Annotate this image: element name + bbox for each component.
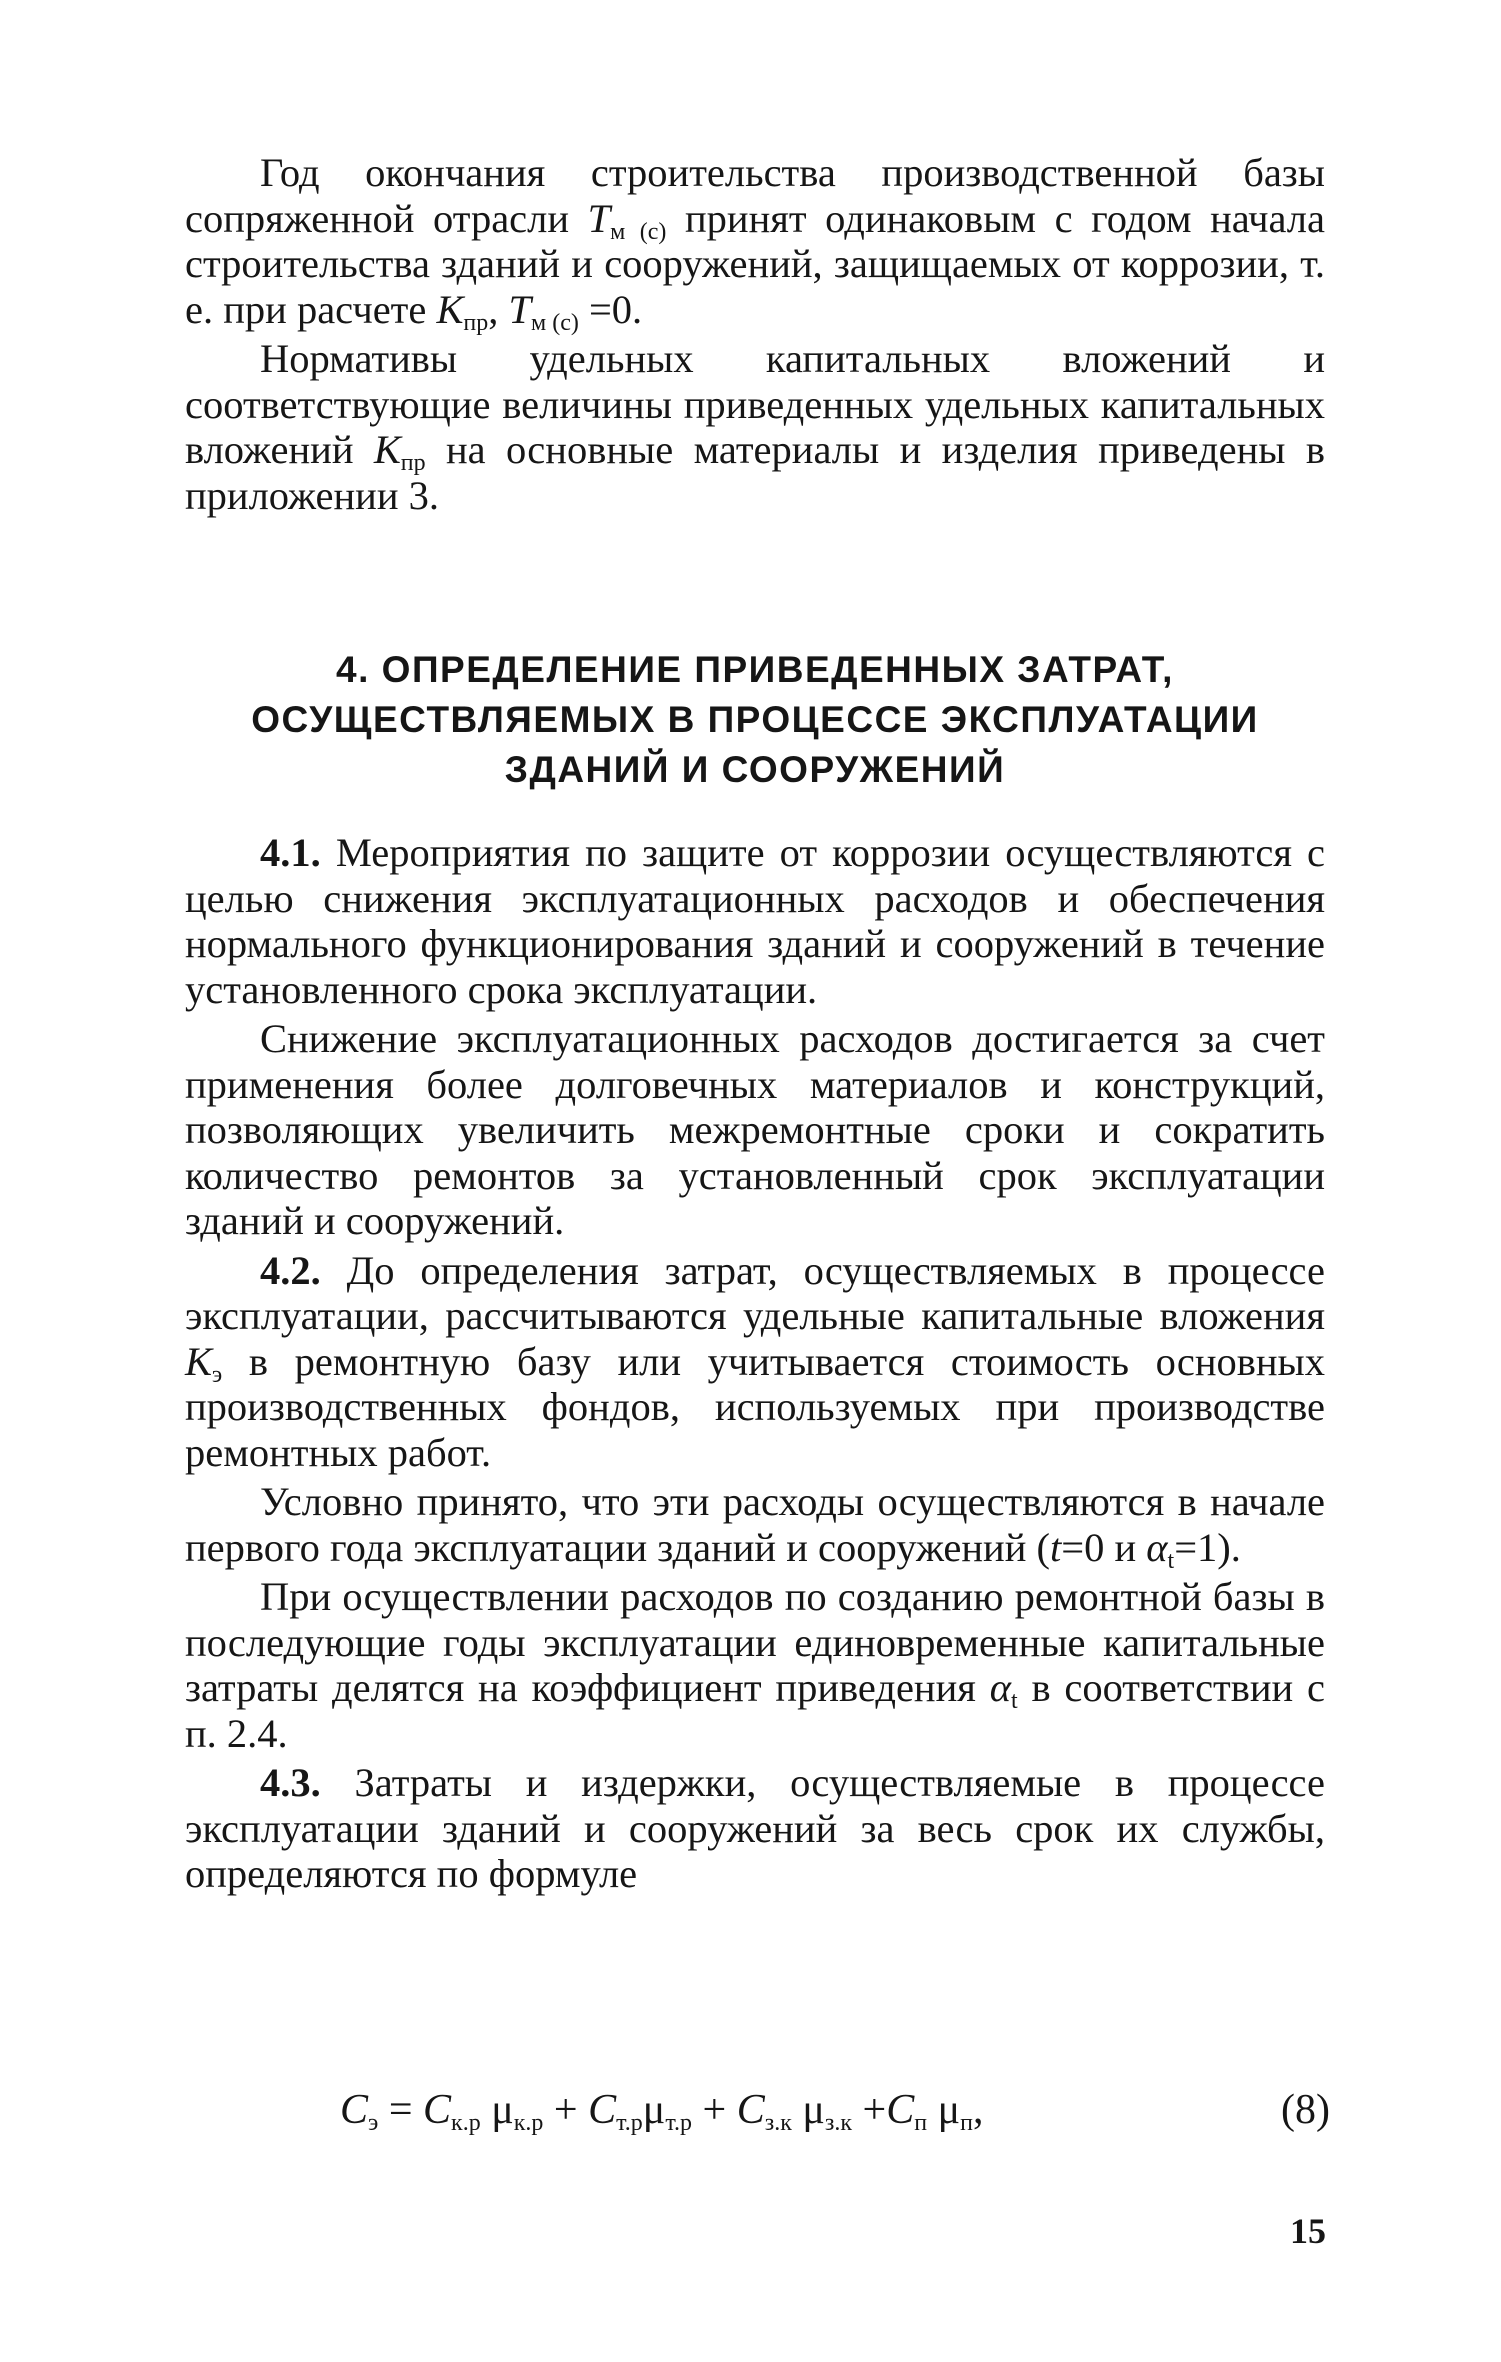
formula-symbol: μ: [927, 2087, 961, 2133]
subscript: п: [960, 2110, 973, 2136]
paragraph-4-1: [185, 830, 1325, 1012]
paragraph-conditional: [185, 1479, 1325, 1574]
subscript: м (с): [531, 309, 579, 336]
text-run: =1).: [1174, 1524, 1241, 1570]
text-run: Затраты и издержки, осуществляемые в процессе эксплуатации зданий и сооружений за весь срок их службы, определяются по формуле: [185, 1760, 1325, 1896]
formula-8: [340, 2085, 1330, 2135]
symbol-k: К: [436, 286, 464, 332]
formula-operator: +: [543, 2087, 589, 2133]
symbol-alpha: α: [1146, 1524, 1168, 1570]
paragraph-reduction: [185, 1016, 1325, 1244]
subscript: пр: [400, 450, 426, 476]
equation-number: (8): [1281, 2087, 1330, 2133]
symbol-t: Т: [508, 286, 532, 332]
text-run: При осуществлении расходов по созданию ремонтной базы в последующие годы эксплуатации единовременные капитальные затраты делятся на коэффициент приведения: [185, 1574, 1325, 1710]
text-run: принят одинаковым с годом начала строительства зданий и сооружений, защищаемых от коррозии, т. е. при расчете: [185, 195, 1325, 332]
text-run: в ремонтную базу или учитывается стоимость основных производственных фондов, используемых при производстве ремонтных работ.: [185, 1338, 1325, 1475]
text-run: Условно принято, что эти расходы осуществляются в начале первого года эксплуатации зданий и сооружений (: [185, 1479, 1325, 1570]
subscript: п: [914, 2110, 928, 2136]
symbol-t: Т: [587, 195, 611, 241]
text-run: на основные материалы и изделия приведены в приложении 3.: [185, 427, 1325, 518]
text-run: =0.: [578, 286, 643, 332]
paragraph-repair-base: [185, 1574, 1325, 1756]
symbol-k: К: [373, 427, 401, 472]
clause-number: 4.3.: [260, 1760, 321, 1805]
paragraph-norms: [185, 336, 1325, 518]
text-run: ,: [488, 286, 509, 332]
formula-operator: +: [692, 2087, 737, 2133]
subscript: t: [1167, 1547, 1175, 1574]
clause-number: 4.1.: [260, 830, 321, 875]
formula-symbol: С: [886, 2087, 915, 2133]
subscript: м (с): [610, 218, 667, 245]
subscript: т.р: [665, 2110, 693, 2136]
text-run: Нормативы удельных капитальных вложений и соответствующие величины приведенных удельных капитальных вложений: [185, 336, 1325, 472]
heading-line: ЗДАНИЙ И СООРУЖЕНИЙ: [504, 749, 1006, 790]
formula-operator: +: [852, 2087, 887, 2133]
text-run: =0 и: [1061, 1524, 1147, 1570]
text-run: в соответствии с п. 2.4.: [185, 1665, 1325, 1756]
subscript: к.р: [513, 2110, 544, 2136]
subscript: э: [368, 2110, 379, 2136]
section-body: [185, 830, 1325, 1901]
section-heading: [185, 645, 1325, 795]
subscript: пр: [463, 309, 489, 336]
page-number: 15: [1290, 2211, 1326, 2251]
symbol-t: t: [1050, 1524, 1062, 1570]
text-run: Мероприятия по защите от коррозии осуществляются с целью снижения эксплуатационных расходов и обеспечения нормального функционирования зданий и сооружений в течение установленного срока эксплуатации.: [185, 830, 1325, 1012]
subscript: э: [211, 1361, 223, 1388]
intro-block: [185, 150, 1325, 522]
subscript: к.р: [451, 2110, 481, 2136]
formula-symbol: μ: [642, 2087, 666, 2133]
symbol-k: К: [185, 1338, 212, 1384]
formula-operator: =: [378, 2087, 424, 2133]
text-run: Снижение эксплуатационных расходов достигается за счет применения более долговечных материалов и конструкций, позволяющих увеличить межремонтные сроки и сократить количество ремонтов за установленный срок эксплуатации зданий и сооружений.: [185, 1016, 1325, 1243]
paragraph-4-2: [185, 1248, 1325, 1476]
formula-symbol: μ: [480, 2087, 514, 2133]
heading-line: 4. ОПРЕДЕЛЕНИЕ ПРИВЕДЕННЫХ ЗАТРАТ,: [336, 649, 1174, 690]
paragraph-base-year: [185, 150, 1325, 336]
formula-symbol: С: [736, 2087, 765, 2133]
subscript: t: [1010, 1688, 1018, 1714]
subscript: з.к: [824, 2110, 853, 2136]
formula-symbol: С: [588, 2087, 617, 2133]
symbol-alpha: α: [989, 1665, 1011, 1710]
clause-number: 4.2.: [260, 1247, 321, 1293]
formula-punctuation: ,: [972, 2087, 984, 2133]
text-run: Год окончания строительства производственной базы сопряженной отрасли: [185, 150, 1325, 241]
formula-symbol: С: [340, 2087, 369, 2133]
paragraph-4-3: [185, 1760, 1325, 1897]
heading-line: ОСУЩЕСТВЛЯЕМЫХ В ПРОЦЕССЕ ЭКСПЛУАТАЦИИ: [251, 699, 1259, 740]
subscript: з.к: [764, 2110, 792, 2136]
formula-symbol: С: [423, 2087, 452, 2133]
text-run: До определения затрат, осуществляемых в процессе эксплуатации, рассчитываются удельные капитальные вложения: [185, 1247, 1325, 1338]
formula-symbol: μ: [791, 2087, 825, 2133]
subscript: т.р: [616, 2110, 643, 2136]
